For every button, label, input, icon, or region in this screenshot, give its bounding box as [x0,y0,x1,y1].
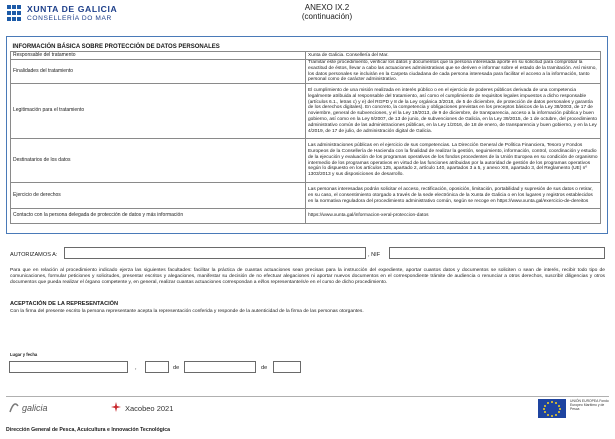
eu-flag-icon [538,399,566,418]
nif-label: , NIF [368,252,381,258]
row-key: Finalidades del tratamiento [11,60,306,84]
row-key: Contacto con la persona delegada de protección de datos y más información [11,209,306,224]
department-name: CONSELLERÍA DO MAR [27,15,112,22]
authorization-paragraph: Para que en relación al procedimiento indicado ejerza las siguientes facultades: facilitar la práctica de cuantas actuaciones sean precisas para la instrucción del expediente, aportar cuantos datos y documentos se soliciten o sean de interés, recibir todo tipo de comunicaciones, formular peticiones y solicitudes, presentar escritos y alegaciones, manifestar su decisión de no efectuar alegaciones ni aportar nuevos documentos en el correspondiente trámite de audiencia o renunciar a otros derechos, suscribir diligencias y otros documentos que pueda realizar el órgano competente y, en general, realizar cuantas actuaciones correspondan a el/los representante/s/e en el curso de dicho procedimiento. [10,268,605,285]
brand-name: XUNTA DE GALICIA [27,4,118,14]
annex-subtitle: (continuación) [301,12,353,21]
row-value: Tramitar este procedimiento, verificar los datos y documentos que la persona interesada aporte en su solicitud para comprobar la exactitud de éstos, llevar a cabo las actuaciones administrativas que se deriven e informar sobre el estado de la tramitación. Así mismo, los datos personales se incluirán en la Carpeta ciudadana de cada persona interesada para facilitar el acceso a la información, tanto personal como de carácter administrativo. [306,60,601,84]
year-input[interactable] [273,361,301,373]
place-input[interactable] [9,361,128,373]
table-row [11,209,601,224]
authorize-label: AUTORIZAMOS A: [10,252,58,258]
row-value[interactable] [306,209,601,224]
month-input[interactable] [184,361,256,373]
table-row [11,84,601,139]
place-date-label: Lugar y fecha [10,352,38,357]
row-value: Las administraciones públicas en el ejercicio de sus competencias. La Dirección General de Política Financiera, Tesoro y Fondos Europeos de la Consellería de Hacienda con la finalidad de realizar la gestión, seguimiento, información, control, coordinación y estudio de la ejecución y evaluación de los programas operativos de los fondos procedentes de la Unión Europea en su condición de organismo intermedio de los programas operativos en virtud de las funciones atribuidas por la autoridad de gestión de los programas operativos según lo dispuesto en los artículos 125, apartado 2, artículo 140, apartados 3 a 5, y anexo XIII, apartado 3, del Reglamento (UE) nº 1303/2013 y sus disposiciones de desarrollo. [306,139,601,183]
table-row [11,183,601,209]
row-value: Xunta de Galicia. Consellería del Mar. [306,52,601,60]
place-separator: , [135,365,137,371]
row-key: Destinatarios de los datos [11,139,306,183]
date-separator-2: de [261,365,268,371]
nif-input[interactable] [389,247,605,259]
day-input[interactable] [145,361,169,373]
table-title: INFORMACIÓN BÁSICA SOBRE PROTECCIÓN DE DATOS PERSONALES [11,43,601,52]
row-value: El cumplimiento de una misión realizada en interés público o en el ejercicio de poderes públicos derivada de una competencia legalmente atribuida al responsable del tratamiento, así como el cumplimiento de requisitos legales impuestos a dicho responsable (artículos 6.1., letras c) y e) del RGPD y 8 de la Ley orgánica 3/2018, de 5 de diciembre, de protección de datos personales y garantía de los derechos digitales). En concreto, la competencia y obligaciones previstas en los preceptos básicos de la Ley 38/2003, de 17 de noviembre, general de subvenciones, y el la Ley 19/2013, de 9 de diciembre, de transparencia, acceso a la información pública y buen gobierno, así como en la Ley 9/2007, de 13 de junio, de subvenciones de Galicia, en la Ley 39/2015, de 1 de octubre, del procedimiento administrativo común de las administraciones públicas, en la Ley 1/2016, de 18 de enero, de transparencia y buen gobierno, y en la Ley 4/2019, de 17 de julio, de administración digital de Galicia. [306,84,601,139]
dpo-link[interactable]: https://www.xunta.gal/informacion-xeral-proteccion-datos [308,213,429,219]
eu-fund-text: UNIÓN EUROPEA Fondo Europeo Marítimo y de Pesca [570,399,609,412]
annex-title: ANEXO IX.2 [304,3,350,12]
xacobeo-logo-icon [110,401,122,413]
xacobeo-logo-text: Xacobeo 2021 [125,404,174,413]
table-row [11,52,601,60]
direction-footer: Dirección General de Pesca, Acuicultura e Innovación Tecnológica [6,427,171,433]
row-value: Las personas interesadas podrán solicitar el acceso, rectificación, oposición, limitación, portabilidad y supresión de sus datos o retirar, en su caso, el consentimiento otorgado a través de la sede electrónica de la Xunta de Galicia o en los lugares y registros establecidos en la normativa reguladora del procedimiento administrativo común, según se recoge en https://www.xunta.gal/exercicio-de-dereitos [306,183,601,209]
xunta-logo-icon [7,5,22,21]
table-row [11,60,601,84]
acceptance-text: Con la firma del presente escrito la persona representante acepta la representación conferida y responde de la autenticidad de la firma de las personas otorgantes. [10,309,364,314]
annex-heading [282,3,372,21]
galicia-logo-text: galicia [22,403,48,413]
row-key: Ejercicio de derechos [11,183,306,209]
footer-divider [6,396,609,397]
row-key: Responsable del tratamento [11,52,306,60]
row-key: Legitimación para el tratamiento [11,84,306,139]
authorized-name-input[interactable] [64,247,366,259]
table-row [11,139,601,183]
date-separator-1: de [173,365,180,371]
acceptance-title: ACEPTACIÓN DE LA REPRESENTACIÓN [10,301,119,307]
galicia-logo-icon [8,400,20,414]
data-protection-table [10,43,601,224]
